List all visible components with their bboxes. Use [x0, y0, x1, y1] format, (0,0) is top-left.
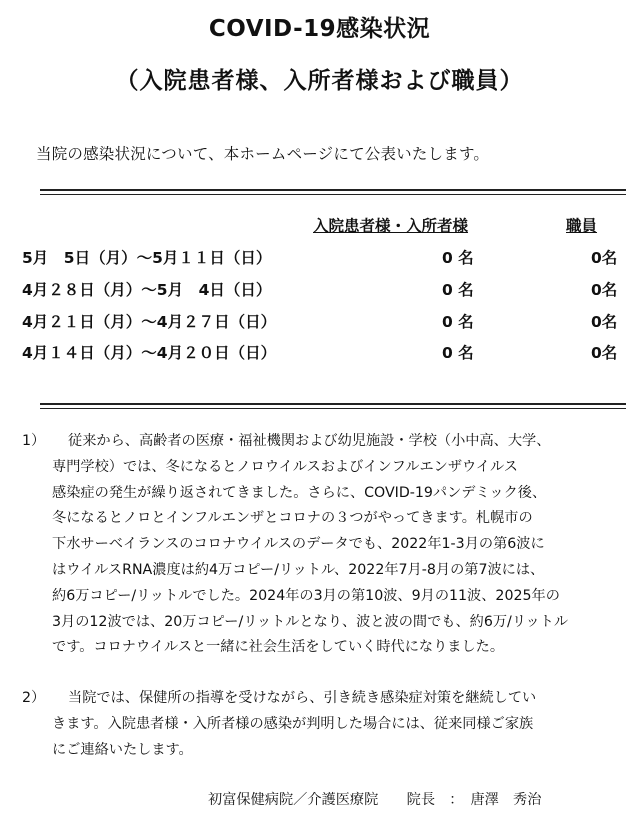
- note-line: 従来から、高齢者の医療・福祉機関および幼児施設・学校（小中高、大学、: [68, 433, 551, 449]
- column-header-staff: 職員: [566, 217, 598, 235]
- period-label: 4月２１日（月）～4月２７日（日）: [22, 313, 277, 331]
- table-row: [0, 278, 639, 300]
- staff-count: 0名: [591, 344, 618, 362]
- note-line: はウイルスRNA濃度は約4万コピー/リットル、2022年7月-8月の第7波には、: [52, 561, 545, 578]
- staff-count: 0名: [591, 249, 618, 267]
- staff-count: 0名: [591, 313, 618, 331]
- note-line: 3月の12波では、20万コピー/リットルとなり、波と波の間でも、約6万/リットル: [52, 613, 569, 630]
- page-subtitle: （入院患者様、入所者様および職員）: [115, 68, 524, 94]
- note-line: 感染症の発生が繰り返されてきました。さらに、COVID-19パンデミック後、: [52, 484, 547, 501]
- page-title: COVID-19感染状況: [208, 16, 431, 42]
- table-row: [0, 341, 639, 363]
- note-number: 1）: [22, 433, 46, 449]
- patient-count: 0 名: [442, 281, 474, 299]
- column-header-patients: 入院患者様・入所者様: [313, 217, 469, 235]
- note-line: です。コロナウイルスと一緒に社会生活をしていく時代になりました。: [52, 639, 505, 656]
- period-label: 4月２８日（月）～5月 4日（日）: [22, 281, 272, 299]
- note-number: 2）: [22, 690, 46, 706]
- signature: 初富保健病院／介護医療院 院長 ： 唐澤 秀治: [208, 792, 542, 808]
- top-divider: [40, 189, 626, 195]
- note-body: [52, 686, 639, 763]
- note-line: 約6万コピー/リットルでした。2024年の3月の第10波、9月の11波、2025年の: [52, 587, 560, 604]
- table-row: [0, 246, 639, 268]
- note-line: 下水サーベイランスのコロナウイルスのデータでも、2022年1-3月の第6波に: [52, 536, 545, 553]
- staff-count: 0名: [591, 281, 618, 299]
- note-body: [52, 429, 639, 661]
- patient-count: 0 名: [442, 249, 474, 267]
- patient-count: 0 名: [442, 344, 474, 362]
- note-line: にご連絡いたします。: [52, 741, 193, 758]
- bottom-divider: [40, 403, 626, 409]
- period-label: 5月 5日（月）～5月１１日（日）: [22, 249, 272, 267]
- period-label: 4月１４日（月）～4月２０日（日）: [22, 344, 277, 362]
- note-line: 専門学校）では、冬になるとノロウイルスおよびインフルエンザウイルス: [52, 458, 518, 475]
- note-line: きます。入院患者様・入所者様の感染が判明した場合には、従来同様ご家族: [52, 715, 534, 732]
- note-line: 当院では、保健所の指導を受けながら、引き続き感染症対策を継続してい: [68, 690, 537, 706]
- note-line: 冬になるとノロとインフルエンザとコロナの３つがやってきます。札幌市の: [52, 510, 533, 527]
- intro-text: 当院の感染状況について、本ホームページにて公表いたします。: [36, 145, 490, 163]
- patient-count: 0 名: [442, 313, 474, 331]
- table-row: [0, 310, 639, 332]
